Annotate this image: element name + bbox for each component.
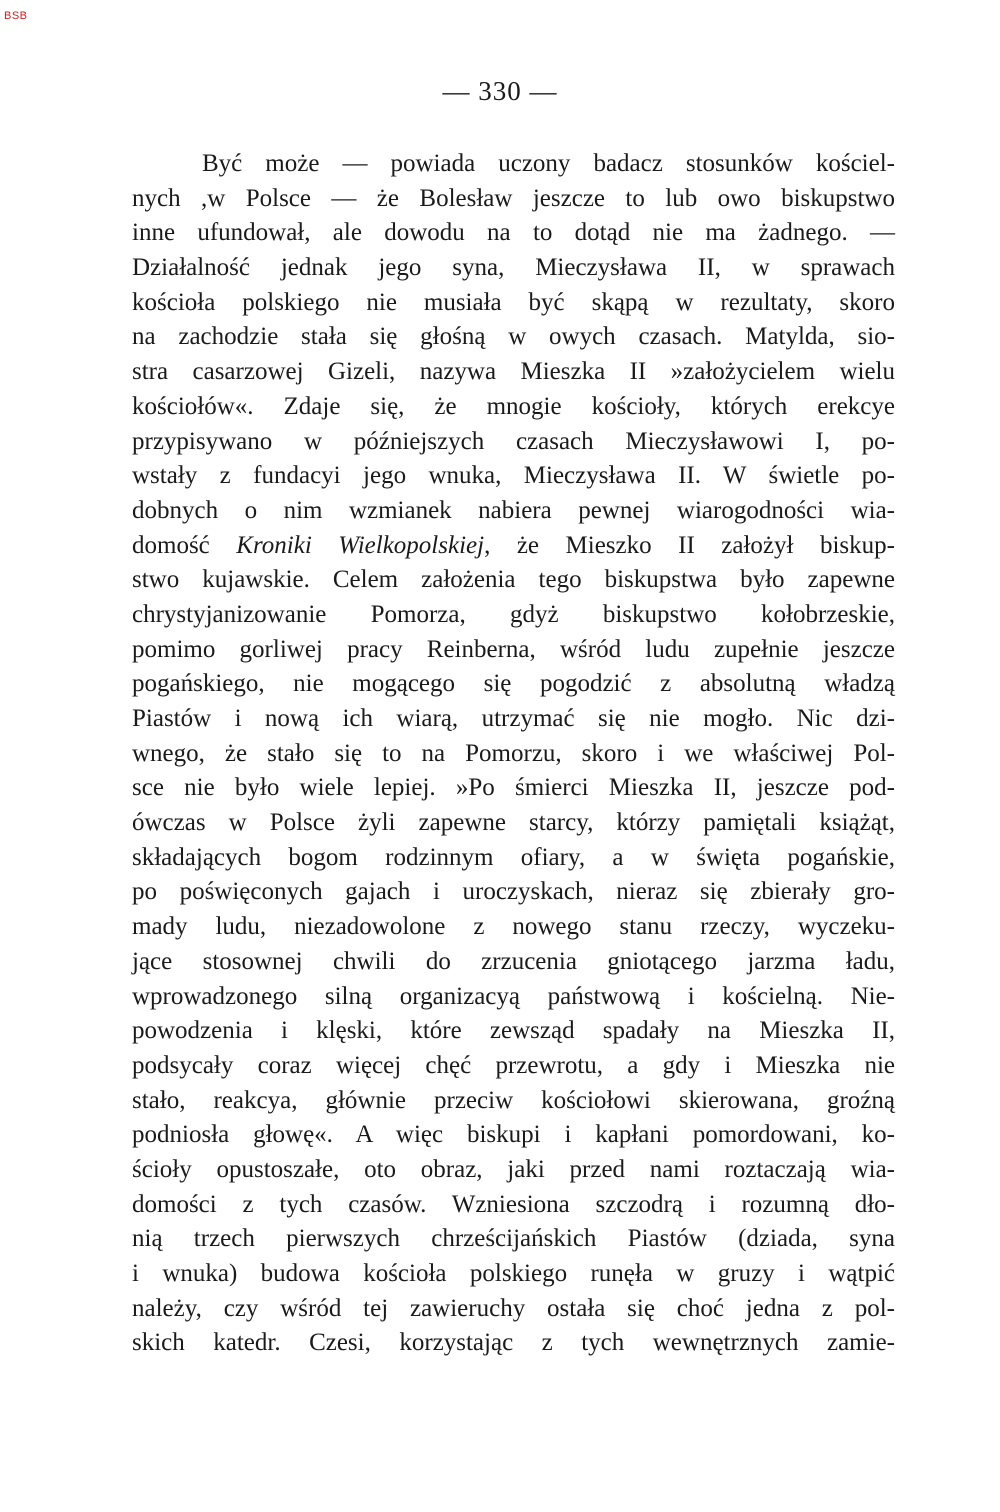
text-line: kościołów«. Zdaje się, że mnogie kościoły, których erekcye bbox=[132, 392, 895, 420]
text-line: kościoła polskiego nie musiała być skąpą w rezultaty, skoro bbox=[132, 288, 895, 316]
text-line: nych ,w Polsce — że Bolesław jeszcze to lub owo biskupstwo bbox=[132, 184, 895, 212]
text-line: pogańskiego, nie mogącego się pogodzić z absolutną władzą bbox=[132, 670, 895, 698]
text-line: podniosła głowę«. A więc biskupi i kapłani pomordowani, ko- bbox=[132, 1121, 895, 1149]
text-line: chrystyjanizowanie Pomorza, gdyż biskupstwo kołobrzeskie, bbox=[132, 600, 895, 628]
text-line: podsycały coraz więcej chęć przewrotu, a gdy i Mieszka nie bbox=[132, 1051, 895, 1079]
text-line: stało, reakcya, głównie przeciw kościołowi skierowana, groźną bbox=[132, 1086, 895, 1114]
text-line: stwo kujawskie. Celem założenia tego biskupstwa było zapewne bbox=[132, 566, 895, 594]
text-line: mady ludu, niezadowolone z nowego stanu rzeczy, wyczeku- bbox=[132, 913, 895, 941]
text-line: skich katedr. Czesi, korzystając z tych wewnętrznych zamie- bbox=[132, 1329, 895, 1357]
text-line: pomimo gorliwej pracy Reinberna, wśród ludu zupełnie jeszcze bbox=[132, 635, 895, 663]
text-line: należy, czy wśród tej zawieruchy ostała się choć jedna z pol- bbox=[132, 1294, 895, 1322]
italic-title: Kroniki Wielkopolskiej bbox=[236, 531, 485, 559]
text-line: wprowadzonego silną organizacyą państwową i kościelną. Nie- bbox=[132, 982, 895, 1010]
text-line: ówczas w Polsce żyli zapewne starcy, którzy pamiętali książąt, bbox=[132, 809, 895, 837]
text-line: dobnych o nim wzmianek nabiera pewnej wiarogodności wia- bbox=[132, 496, 895, 524]
text-line: na zachodzie stała się głośną w owych czasach. Matylda, sio- bbox=[132, 323, 895, 351]
library-mark: BSB bbox=[4, 10, 28, 22]
text-line: jące stosownej chwili do zrzucenia gniotącego jarzma ładu, bbox=[132, 947, 895, 975]
text-line: i wnuka) budowa kościoła polskiego runęła w gruzy i wątpić bbox=[132, 1260, 895, 1287]
text-line: domość Kroniki Wielkopolskiej, że Mieszko II założył biskup- bbox=[132, 531, 895, 559]
text-line: wnego, że stało się to na Pomorzu, skoro i we właściwej Pol- bbox=[132, 739, 895, 767]
text-line: ścioły opustoszałe, oto obraz, jaki przed nami roztaczają wia- bbox=[132, 1155, 895, 1183]
page-number: — 330 — bbox=[442, 76, 558, 106]
text-line: Być może — powiada uczony badacz stosunków kościel- bbox=[202, 150, 895, 177]
text-line: składających bogom rodzinnym ofiary, a w święta pogańskie, bbox=[132, 843, 895, 871]
body-text bbox=[132, 147, 895, 1361]
text-line: powodzenia i klęski, które zewsząd spadały na Mieszka II, bbox=[132, 1017, 895, 1045]
text-line: przypisywano w późniejszych czasach Mieczysławowi I, po- bbox=[132, 427, 895, 455]
text-line: sce nie było wiele lepiej. »Po śmierci Mieszka II, jeszcze pod- bbox=[132, 774, 895, 802]
text-line: domości z tych czasów. Wzniesiona szczodrą i rozumną dło- bbox=[132, 1190, 895, 1218]
text-line: inne ufundował, ale dowodu na to dotąd nie ma żadnego. — bbox=[132, 219, 895, 247]
text-line: Piastów i nową ich wiarą, utrzymać się nie mogło. Nic dzi- bbox=[132, 705, 895, 732]
text-line: Działalność jednak jego syna, Mieczysława II, w sprawach bbox=[132, 254, 895, 282]
text-line: wstały z fundacyi jego wnuka, Mieczysława II. W świetle po- bbox=[132, 462, 895, 490]
text-line: po poświęconych gajach i uroczyskach, nieraz się zbierały gro- bbox=[132, 878, 895, 906]
text-line: nią trzech pierwszych chrześcijańskich Piastów (dziada, syna bbox=[132, 1225, 895, 1253]
text-line: stra casarzowej Gizeli, nazywa Mieszka II »założycielem wielu bbox=[132, 358, 895, 386]
